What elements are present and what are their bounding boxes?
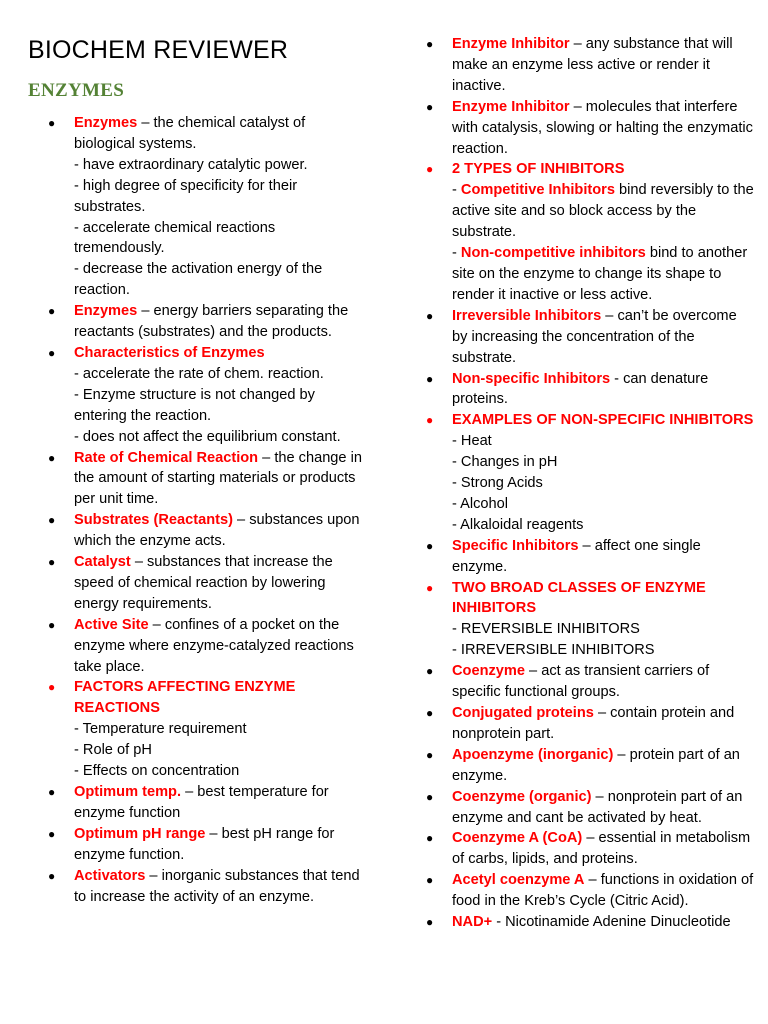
bullet-icon: ● [48,680,56,695]
bullet-icon: ● [48,513,56,528]
term-label: Acetyl coenzyme A [452,872,585,889]
item-text [452,745,754,787]
list-item [424,661,754,703]
term-description: – confines of a pocket on the enzyme where enzyme-catalyzed reactions take place. [74,616,354,675]
term-description: - Nicotinamide Adenine Dinucleotide [492,914,731,931]
term-label: Catalyst [74,554,131,571]
term-description: – substances that increase the speed of chemical reaction by lowering energy requirements. [74,554,333,612]
item-text [452,703,754,745]
left-column-list [46,113,366,907]
item-text [74,615,366,678]
bullet-icon: ● [48,116,56,130]
term-description: - can denature proteins. [452,370,709,408]
term-label: 2 TYPES OF INHIBITORS [452,161,625,178]
list-item [46,677,366,782]
bullet-icon: ● [426,308,434,323]
list-item [424,97,754,160]
term-label: Apoenzyme (inorganic) [452,746,614,763]
list-item [424,870,754,912]
term-label: Coenzyme [452,663,525,680]
term-label: NAD+ [452,914,493,931]
list-item [46,782,366,824]
list-item [424,243,754,306]
item-text [452,97,754,160]
list-item [46,301,366,343]
item-text [452,787,754,829]
bullet-icon: ● [426,789,434,804]
sub-point: - Changes in pH [452,454,558,471]
list-item [46,824,366,866]
term-label: Conjugated proteins [452,705,594,721]
sub-point: - Strong Acids [452,475,543,492]
term-description: – act as transient carriers of specific functional groups. [452,663,710,701]
bullet-icon: ● [48,785,56,799]
item-text [74,448,366,511]
term-label: Non-specific Inhibitors [452,370,611,387]
term-description: – can’t be overcome by increasing the concentration of the substrate. [452,307,737,366]
term-description: – the chemical catalyst of biological systems. [74,115,306,152]
list-item [424,912,754,933]
item-text [452,243,754,306]
bullet-icon: ● [426,873,434,888]
term-label: Active Site [74,616,149,633]
item-prefix: - [452,245,461,262]
list-item [424,306,754,369]
item-text [74,343,366,364]
term-description: – molecules that interfere with catalysis, slowing or halting the enzymatic reaction. [452,98,753,157]
bullet-icon: ● [426,831,434,846]
term-label: TWO BROAD CLASSES OF ENZYME INHIBITORS [452,579,706,617]
list-item [46,615,366,678]
term-label: FACTORS AFFECTING ENZYME REACTIONS [74,679,296,717]
bullet-icon: ● [426,99,434,114]
bullet-icon: ● [426,915,434,930]
bullet-icon: ● [48,555,56,570]
item-text [74,301,366,343]
sub-point: - accelerate chemical reactions tremendously. [74,219,276,257]
term-label: Enzyme Inhibitor [452,36,570,52]
term-label: Irreversible Inhibitors [452,307,602,324]
bullet-icon: ● [426,706,434,720]
item-text [74,552,366,615]
term-description: – functions in oxidation of food in the Kreb’s Cycle (Citric Acid). [452,872,754,910]
list-item [46,448,366,511]
term-description: – nonprotein part of an enzyme and cant be activated by heat. [452,788,743,826]
term-label: EXAMPLES OF NON-SPECIFIC INHIBITORS [452,412,754,429]
term-label: Enzyme Inhibitor [452,98,570,115]
list-item [424,536,754,578]
term-description: – best temperature for enzyme function [74,784,329,821]
term-label: Enzymes [74,303,138,320]
term-label: Non-competitive inhibitors [460,245,646,262]
list-item [46,113,366,301]
right-column-list [424,34,754,933]
list-item [424,410,754,535]
term-description: – substances upon which the enzyme acts. [74,512,360,550]
item-text [74,677,366,719]
list-item [424,787,754,829]
item-text [74,510,366,552]
term-label: Rate of Chemical Reaction [74,449,259,466]
item-text [74,113,366,155]
term-label: Coenzyme A (CoA) [452,830,583,847]
term-label: Coenzyme (organic) [452,788,592,805]
sub-point: - Heat [452,433,492,450]
list-item [46,343,366,448]
item-text [452,159,754,180]
bullet-icon: ● [426,664,434,679]
bullet-icon: ● [48,345,56,360]
list-item [424,745,754,787]
sub-point: - Temperature requirement [74,721,247,738]
term-description: – any substance that will make an enzyme less active or render it inactive. [452,36,733,94]
item-text [452,306,754,369]
item-text [452,536,754,578]
sub-point: - Enzyme structure is not changed by entering the reaction. [74,386,315,424]
bullet-icon: ● [426,747,434,762]
term-label: Activators [74,867,146,884]
sub-point: - IRREVERSIBLE INHIBITORS [452,642,655,659]
item-text [452,410,754,431]
item-text [452,661,754,703]
sub-point: - Alkaloidal reagents [452,516,584,533]
term-description: – inorganic substances that tend to increase the activity of an enzyme. [74,867,360,905]
bullet-icon: ● [426,162,434,177]
item-text [452,870,754,912]
item-text [452,828,754,870]
term-label: Substrates (Reactants) [74,512,233,529]
sub-point: - Alcohol [452,495,508,512]
item-prefix: - [452,182,461,199]
section-heading: ENZYMES [28,80,125,101]
bullet-icon: ● [426,371,434,386]
term-description: – contain protein and nonprotein part. [452,705,735,742]
sub-point: - Role of pH [74,742,152,759]
list-item [424,369,754,411]
item-text [74,782,366,824]
sub-point: - accelerate the rate of chem. reaction. [74,365,324,382]
list-item [46,552,366,615]
sub-point: - does not affect the equilibrium constant. [74,428,341,445]
bullet-icon: ● [48,826,56,841]
item-text [452,180,754,243]
list-item [424,34,754,97]
item-text [452,369,754,411]
term-description: bind reversibly to the active site and so block access by the substrate. [452,182,754,241]
item-text [452,578,754,620]
term-description: – best pH range for enzyme function. [74,825,335,863]
list-item [424,578,754,662]
term-label: Competitive Inhibitors [460,182,615,199]
sub-point: - high degree of specificity for their substrates. [74,177,298,215]
term-description: – energy barriers separating the reactants (substrates) and the products. [74,303,349,341]
bullet-icon: ● [426,413,434,428]
bullet-icon: ● [426,538,434,553]
sub-point: - Effects on concentration [74,763,240,780]
sub-point: - have extraordinary catalytic power. [74,156,308,173]
term-label: Specific Inhibitors [452,537,579,554]
term-description: – affect one single enzyme. [452,537,701,575]
term-label: Optimum pH range [74,825,206,842]
bullet-icon: ● [426,37,434,51]
term-description: bind to another site on the enzyme to change its shape to render it inactive or less active. [452,245,748,303]
sub-point: - decrease the activation energy of the reaction. [74,261,323,299]
list-item [46,510,366,552]
term-label: Enzymes [74,115,138,131]
list-item [424,703,754,745]
term-label: Optimum temp. [74,784,182,800]
term-description: – the change in the amount of starting materials or products per unit time. [74,449,362,508]
list-item [424,159,754,180]
item-text [452,34,754,97]
term-label: Characteristics of Enzymes [74,344,265,361]
bullet-icon: ● [426,580,434,595]
document-title: BIOCHEM REVIEWER [28,36,289,64]
bullet-icon: ● [48,617,56,632]
term-description: – essential in metabolism of carbs, lipids, and proteins. [452,830,751,868]
item-text [452,912,754,933]
bullet-icon: ● [48,450,56,465]
item-text [74,824,366,866]
term-description: – protein part of an enzyme. [452,746,740,784]
list-item [46,866,366,908]
sub-point: - REVERSIBLE INHIBITORS [452,621,640,638]
bullet-icon: ● [48,304,56,319]
item-text [74,866,366,908]
list-item [424,828,754,870]
list-item [424,180,754,243]
bullet-icon: ● [48,868,56,883]
